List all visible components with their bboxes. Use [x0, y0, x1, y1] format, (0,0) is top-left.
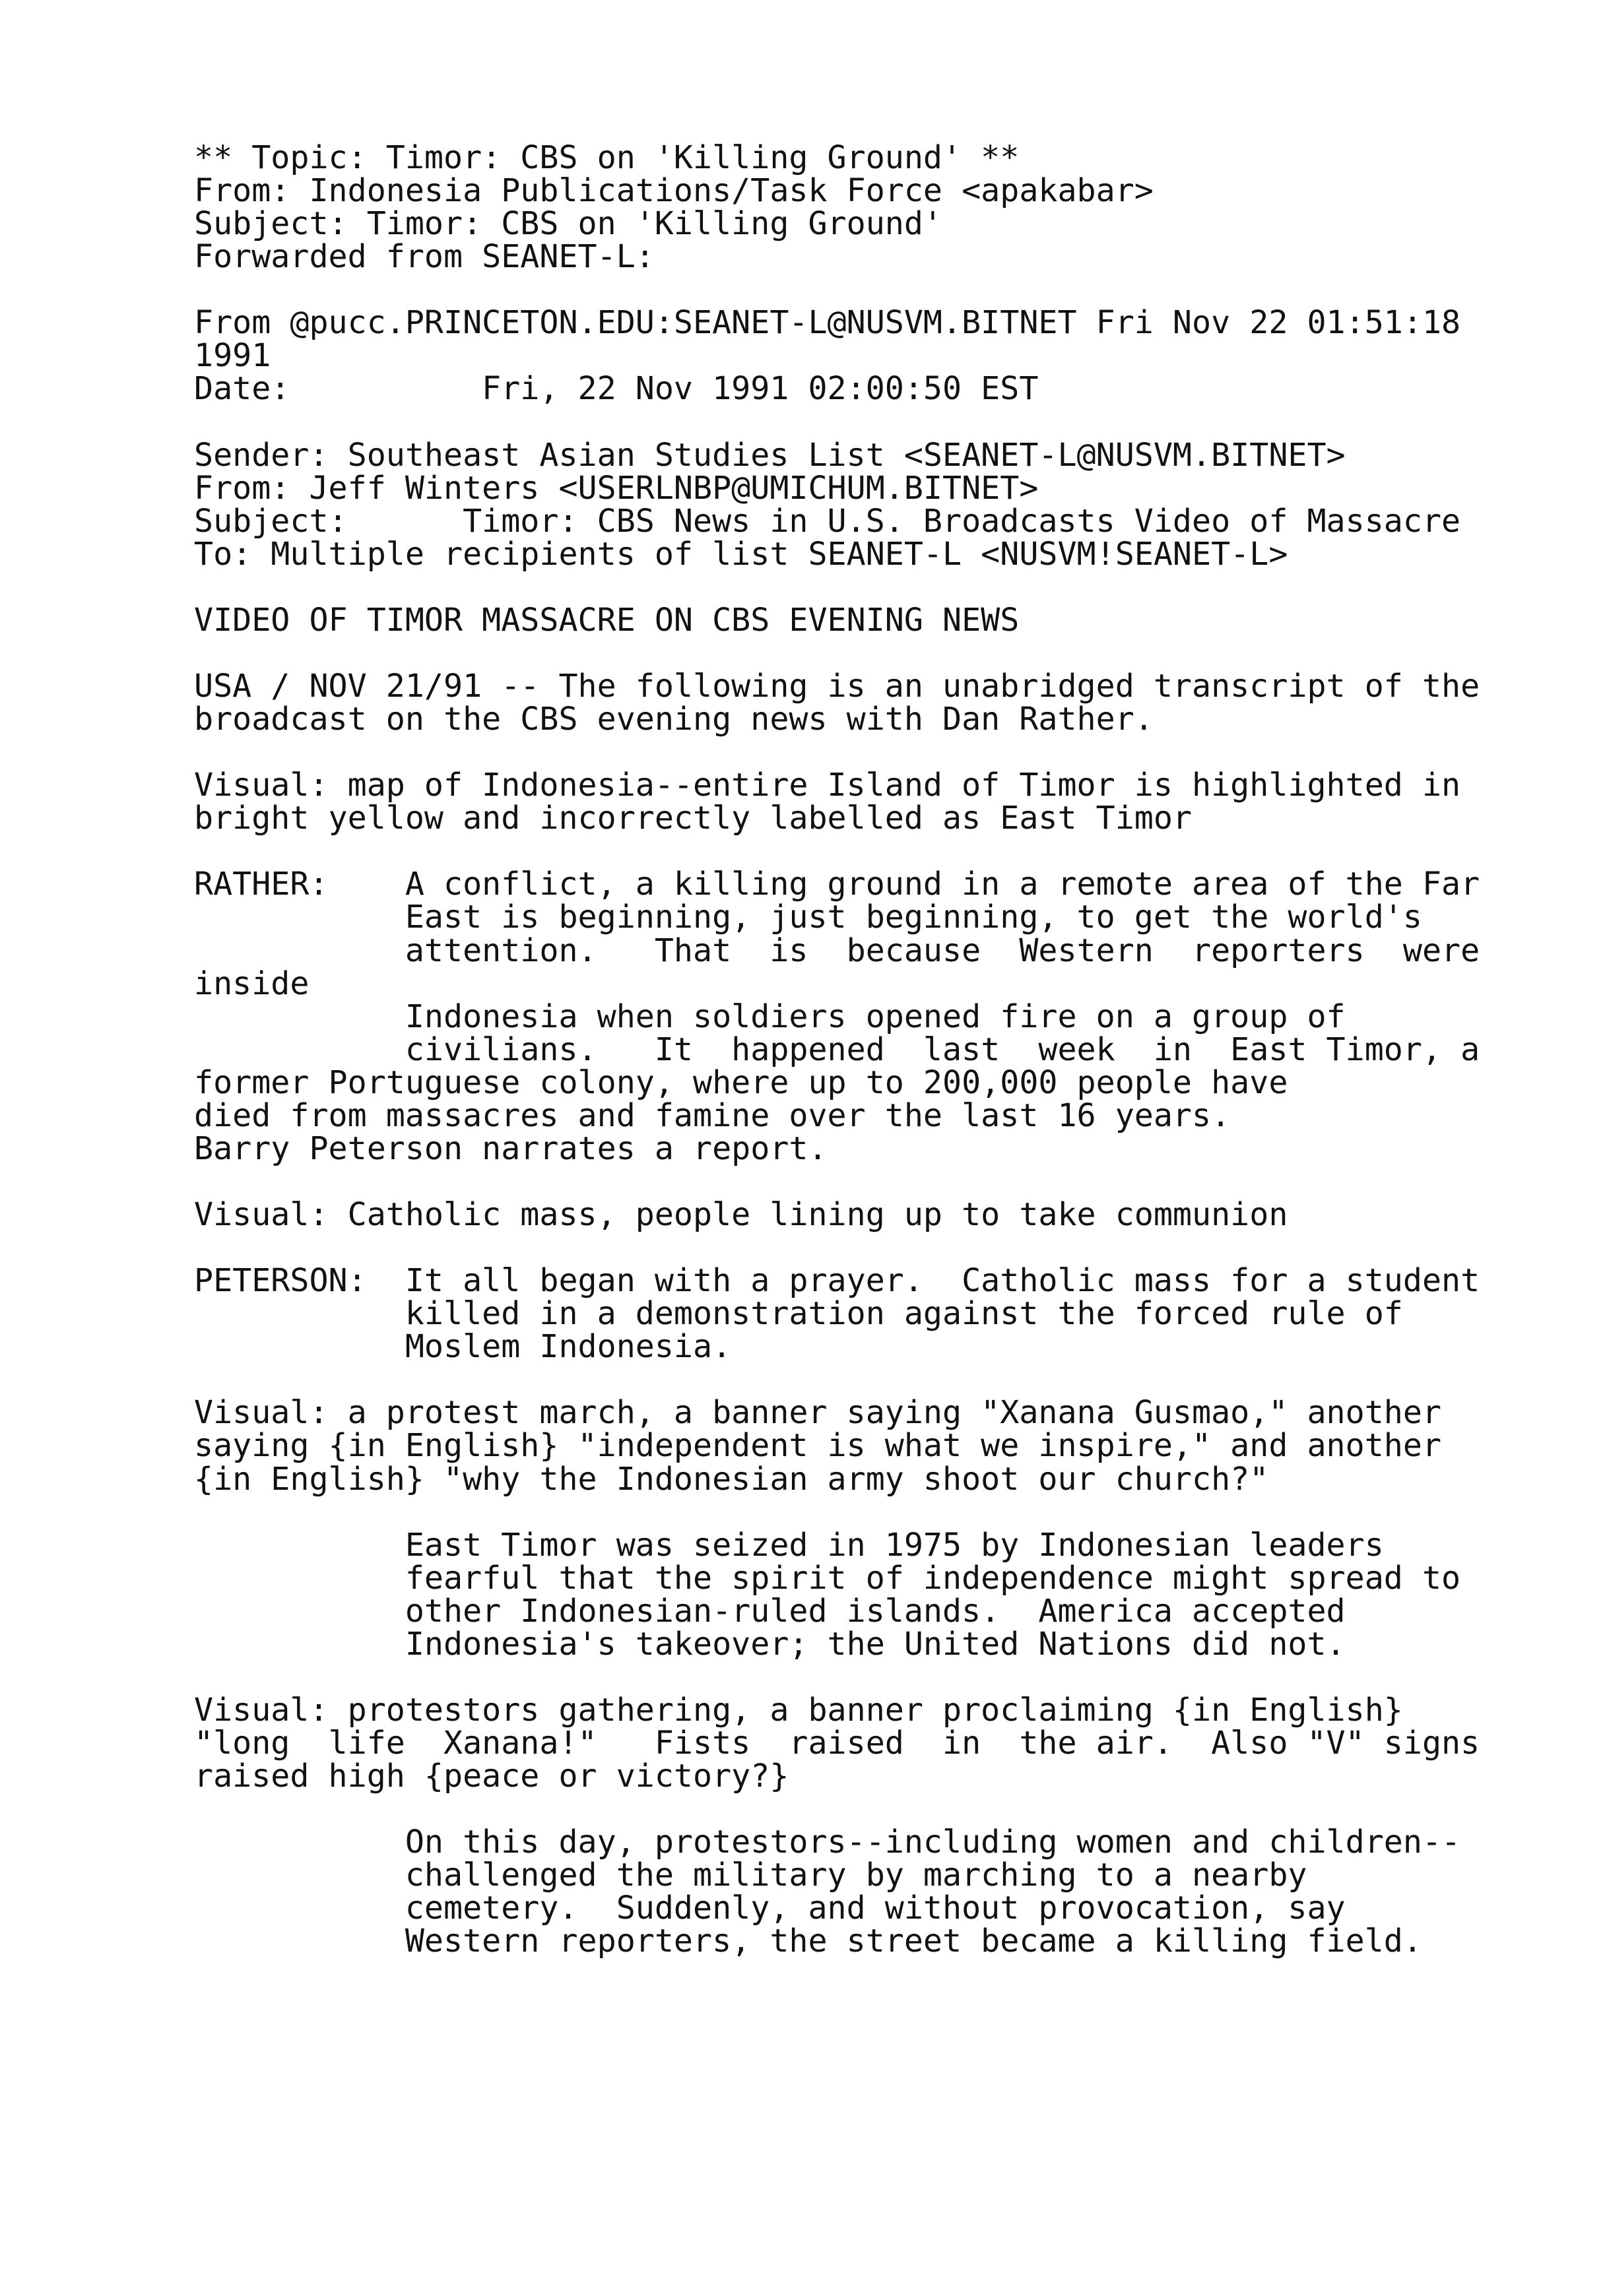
blank-line — [194, 1496, 1480, 1529]
text-line: raised high {peace or victory?} — [194, 1758, 789, 1795]
text-line: bright yellow and incorrectly labelled as East Timor — [194, 800, 1193, 837]
text-line: On this day, protestors--including women and children-- — [194, 1824, 1461, 1861]
text-line: 1991 — [194, 337, 271, 375]
text-line: ** Topic: Timor: CBS on 'Killing Ground' ** — [194, 139, 1020, 176]
text-line: From: Jeff Winters <USERLNBP@UMICHUM.BITNET> — [194, 469, 1039, 507]
blank-line — [194, 571, 1480, 604]
text-line: cemetery. Suddenly, and without provocation, say — [194, 1890, 1346, 1927]
text-line: Moslem Indonesia. — [194, 1328, 732, 1366]
text-line: From: Indonesia Publications/Task Force <apakabar> — [194, 172, 1154, 210]
text-line: Indonesia when soldiers opened fire on a group of — [194, 998, 1346, 1035]
blank-line — [194, 1793, 1480, 1826]
text-line: Subject: Timor: CBS News in U.S. Broadcasts Video of Massacre — [194, 502, 1461, 540]
document-body — [194, 141, 1480, 1958]
blank-line — [194, 637, 1480, 670]
text-line: killed in a demonstration against the forced rule of — [194, 1295, 1403, 1333]
text-line: Visual: a protest march, a banner saying "Xanana Gusmao," another — [194, 1394, 1442, 1432]
text-line: "long life Xanana!" Fists raised in the air. Also "V" signs — [194, 1725, 1480, 1762]
blank-line — [194, 1661, 1480, 1694]
blank-line — [194, 1165, 1480, 1198]
text-line: VIDEO OF TIMOR MASSACRE ON CBS EVENING NEWS — [194, 601, 1020, 639]
blank-line — [194, 835, 1480, 868]
text-line: From @pucc.PRINCETON.EDU:SEANET-L@NUSVM.BITNET Fri Nov 22 01:51:18 — [194, 304, 1461, 342]
text-line: fearful that the spirit of independence might spread to — [194, 1559, 1461, 1597]
text-line: Sender: Southeast Asian Studies List <SEANET-L@NUSVM.BITNET> — [194, 436, 1346, 474]
text-line: Barry Peterson narrates a report. — [194, 1130, 828, 1167]
text-line: other Indonesian-ruled islands. America accepted — [194, 1592, 1346, 1630]
text-line: attention. That is because Western reporters were — [194, 932, 1480, 969]
text-line: broadcast on the CBS evening news with Dan Rather. — [194, 701, 1154, 738]
text-line: Visual: map of Indonesia--entire Island of Timor is highlighted in — [194, 767, 1461, 804]
blank-line — [194, 1363, 1480, 1396]
text-line: USA / NOV 21/91 -- The following is an unabridged transcript of the — [194, 668, 1480, 705]
text-line: died from massacres and famine over the last 16 years. — [194, 1097, 1231, 1134]
text-line: Visual: protestors gathering, a banner proclaiming {in English} — [194, 1691, 1403, 1729]
text-line: East is beginning, just beginning, to get the world's — [194, 899, 1422, 936]
text-line: To: Multiple recipients of list SEANET-L <NUSVM!SEANET-L> — [194, 535, 1288, 573]
text-line: Western reporters, the street became a killing field. — [194, 1923, 1422, 1960]
text-line: civilians. It happened last week in East Timor, a — [194, 1031, 1480, 1068]
text-line: Date: Fri, 22 Nov 1991 02:00:50 EST — [194, 370, 1039, 408]
text-line: Subject: Timor: CBS on 'Killing Ground' — [194, 205, 943, 243]
blank-line — [194, 1231, 1480, 1264]
text-line: {in English} "why the Indonesian army shoot our church?" — [194, 1460, 1269, 1498]
text-line: former Portuguese colony, where up to 200,000 people have — [194, 1064, 1288, 1101]
blank-line — [194, 406, 1480, 439]
text-line: challenged the military by marching to a nearby — [194, 1857, 1307, 1894]
text-line: East Timor was seized in 1975 by Indonesian leaders — [194, 1526, 1384, 1564]
text-line: Indonesia's takeover; the United Nations did not. — [194, 1625, 1346, 1663]
text-line: Forwarded from SEANET-L: — [194, 238, 655, 276]
text-line: inside — [194, 965, 310, 1002]
text-line: PETERSON: It all began with a prayer. Catholic mass for a student — [194, 1262, 1480, 1300]
text-line: RATHER: A conflict, a killing ground in a remote area of the Far — [194, 866, 1480, 903]
text-line: saying {in English} "independent is what we inspire," and another — [194, 1427, 1442, 1465]
blank-line — [194, 273, 1480, 306]
blank-line — [194, 736, 1480, 769]
text-line: Visual: Catholic mass, people lining up to take communion — [194, 1196, 1288, 1233]
